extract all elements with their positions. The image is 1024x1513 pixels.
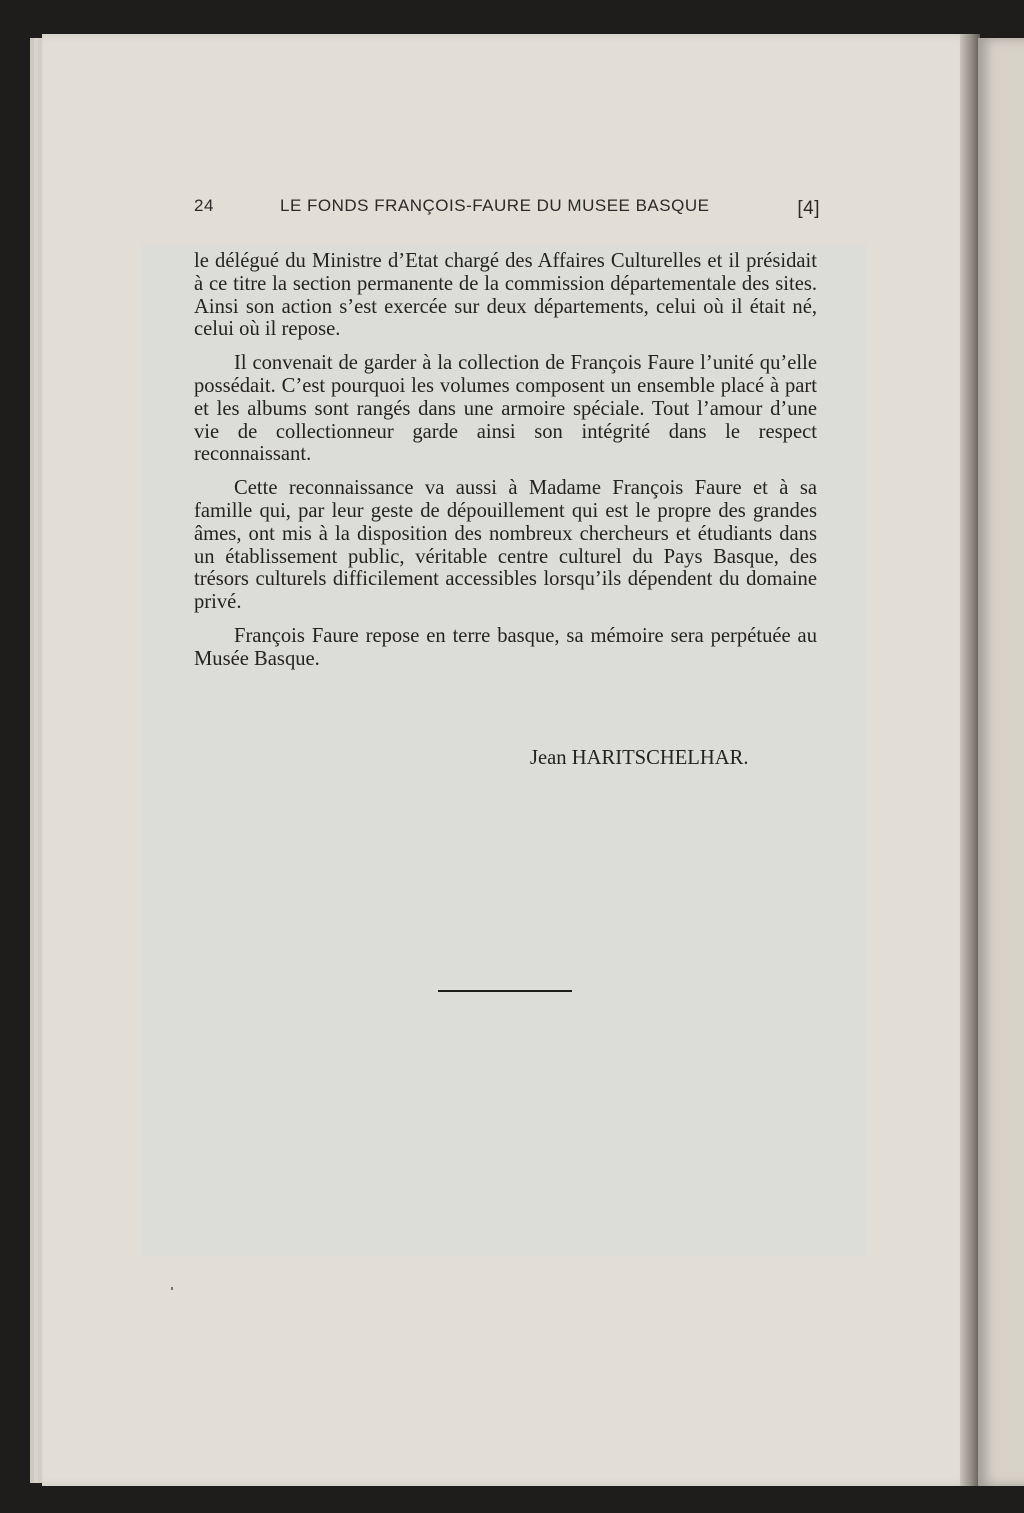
page-number: 24: [194, 196, 214, 215]
running-head: [194, 194, 834, 222]
paragraph: Cette reconnaissance va aussi à Madame François Faure et à sa famille qui, par leur geste de dépouillement qui est le propre des grandes âmes, ont mis à la disposition des nombreux chercheurs et étudiants dans un établissement public, véritable centre culturel du Pays Basque, des trésors culturels difficilement accessibles lorsqu’ils dépendent du domaine privé.: [194, 477, 817, 614]
body-text: [194, 250, 817, 682]
book-gutter: [960, 34, 980, 1486]
paragraph: François Faure repose en terre basque, sa mémoire sera perpétuée au Musée Basque.: [194, 624, 817, 670]
running-title: LE FONDS FRANÇOIS-FAURE DU MUSEE BASQUE: [280, 196, 710, 215]
paper-speck: [171, 1287, 173, 1290]
paragraph: le délégué du Ministre d’Etat chargé des Affaires Culturelles et il présidait à ce titre la section permanente de la commission départementale des sites. Ainsi son action s’est exercée sur deux départements, celui où il était né, celui où il repose.: [194, 250, 817, 341]
section-reference: [4]: [797, 198, 820, 219]
paragraph: Il convenait de garder à la collection de François Faure l’unité qu’elle possédait. C’est pourquoi les volumes composent un ensemble placé à part et les albums sont rangés dans une armoire spéciale. Tout l’amour d’une vie de collectionneur garde ainsi son intégrité dans le respect reconnaissant.: [194, 352, 817, 466]
end-rule: [438, 990, 572, 992]
author-signature: Jean HARITSCHELHAR.: [530, 747, 749, 769]
facing-page-edge: [978, 38, 1024, 1486]
